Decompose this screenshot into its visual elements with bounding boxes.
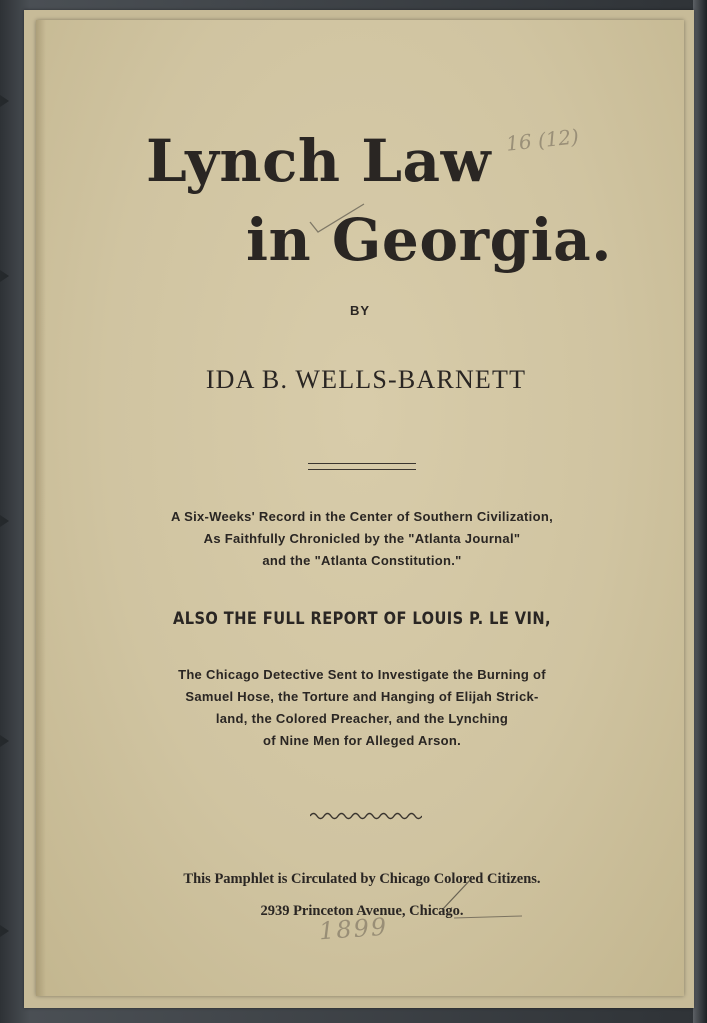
wavy-ornament-divider [310,810,422,822]
pencil-shelf-mark: 16 (12) [504,124,580,156]
detective-line: The Chicago Detective Sent to Investigate the Burning of [178,667,546,682]
scan-edge-shadow [693,0,707,1023]
pencil-check-icon [308,200,368,240]
subtitle-line: A Six-Weeks' Record in the Center of Southern Civilization, [171,509,553,524]
detective-description [36,664,688,752]
binding-mark [0,270,9,282]
pencil-year-note: 1899 [318,912,389,946]
subtitle-line: As Faithfully Chronicled by the "Atlanta Journal" [203,531,521,546]
circulation-note: This Pamphlet is Circulated by Chicago Colored Citizens. [183,871,541,887]
double-rule-divider [308,463,416,470]
detective-line: of Nine Men for Alleged Arson. [263,733,461,748]
also-report-heading: ALSO THE FULL REPORT OF LOUIS P. LE VIN, [172,609,552,629]
pencil-underline-mark [434,876,524,921]
detective-line: Samuel Hose, the Torture and Hanging of Elijah Strick- [185,689,539,704]
binding-mark [0,515,9,527]
author-name: IDA B. WELLS-BARNETT [205,365,527,394]
detective-line: land, the Colored Preacher, and the Lynching [215,711,509,726]
publisher-address: 2939 Princeton Avenue, Chicago. [260,903,464,919]
subtitle-line: and the "Atlanta Constitution." [262,553,462,568]
byline: BY [349,303,371,318]
title-line-2: in Georgia. [246,206,612,274]
binding-mark [0,95,9,107]
binding-mark [0,925,9,937]
subtitle-block [36,506,688,572]
title-page [36,20,684,996]
binding-mark [0,735,9,747]
title-line-1: Lynch Law [146,127,492,195]
